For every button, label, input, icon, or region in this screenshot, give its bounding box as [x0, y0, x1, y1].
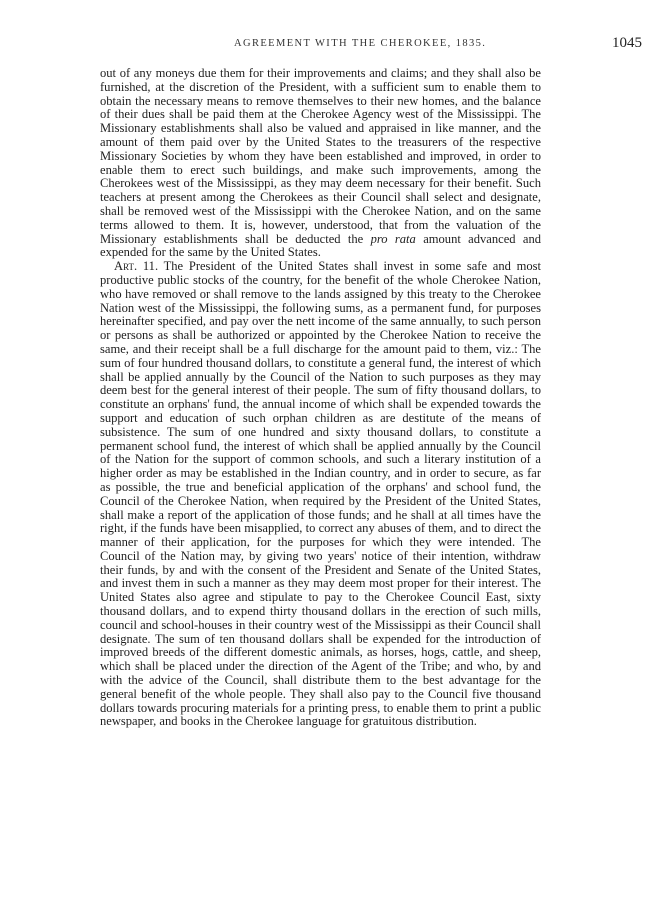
article-text: The President of the United States shall invest in some safe and most productive public stocks of the country, for the benefit of the whole Cherokee Nation, who have removed or shall remove to the lands assigned by this treaty to the Cherokee Nation west of the Mississippi, the following sums, as a permanent fund, for purposes hereinafter specified, and pay over the nett income of the same annually, to such person or persons as shall be authorized or appointed by the Cherokee Nation to receive the same, and their receipt shall be a full discharge for the amount paid to them, viz.: The sum of four hundred thousand dollars, to constitute a general fund, the interest of which shall be applied annually by the Council of the Nation to such purposes as they may deem best for the general interest of their people. The sum of fifty thousand dollars, to constitute an orphans' fund, the annual income of which shall be expended towards the support and education of such orphan children as are destitute of the means of subsistence. The sum of one hundred and sixty thousand dollars, to constitute a permanent school fund, the interest of which shall be applied annually by the Council of the Nation for the support of common schools, and such a literary institution of a higher order as may be established in the Indian country, and in order to secure, as far as possible, the true and beneficial application of the orphans' and school fund, the Council of the Cherokee Nation, when required by the President of the United States, shall make a report of the application of those funds; and he shall at all times have the right, if the funds have been misapplied, to correct any abuses of them, and to direct the manner of their application, for the purposes for which they were intended. The Council of the Nation may, by giving two years' notice of their intention, withdraw their funds, by and with the consent of the President and Senate of the United States, and invest them in such a manner as they may deem most proper for their interest. The United States also agree and stipulate to pay to the Cherokee Council East, sixty thousand dollars, and to expend thirty thousand dollars in the erection of such mills, council and school-houses in their country west of the Mississippi as their Council shall designate. The sum of ten thousand dollars shall be expended for the introduction of improved breeds of the different domestic animals, as horses, hogs, cattle, and sheep, which shall be placed under the direction of the Agent of the Tribe; and who, by and with the advice of the Council, shall distribute them to the best advantage for the general benefit of the whole people. They shall also pay to the Council five thousand dollars towards procuring materials for a printing press, to enable them to print a public newspaper, and books in the Cherokee language for gratuitous distribution. — [100, 259, 541, 729]
article-label: Art. 11. — [114, 259, 159, 274]
paragraph-text: amount advanced and expended for the same by the United States. — [100, 231, 541, 260]
running-title: AGREEMENT WITH THE CHEROKEE, 1835. — [234, 38, 487, 49]
paragraph-continuation — [100, 67, 541, 260]
article-11-paragraph — [100, 260, 541, 729]
italic-phrase: pro rata — [370, 231, 416, 246]
body-text — [100, 67, 541, 729]
paragraph-text: out of any moneys due them for their improvements and claims; and they shall also be furnished, at the discretion of the President, with a sufficient sum to enable them to obtain the necessary means to remove themselves to their new homes, and the balance of their dues shall be paid them at the Cherokee Agency west of the Mississippi. The Missionary establishments shall also be valued and appraised in like manner, and the amount of them paid over by the United States to the treasurers of the respective Missionary Societies by whom they have been established and improved, in order to enable them to erect such buildings, and make such improvements, among the Cherokees west of the Mississippi, as they may deem necessary for their benefit. Such teachers at present among the Cherokees as their Council shall select and designate, shall be removed west of the Mississippi with the Cherokee Nation, and on the same terms allowed to them. It is, however, understood, that from the valuation of the Missionary establishments shall be deducted the — [100, 66, 541, 246]
page-header — [100, 36, 642, 56]
page-number: 1045 — [612, 35, 642, 51]
